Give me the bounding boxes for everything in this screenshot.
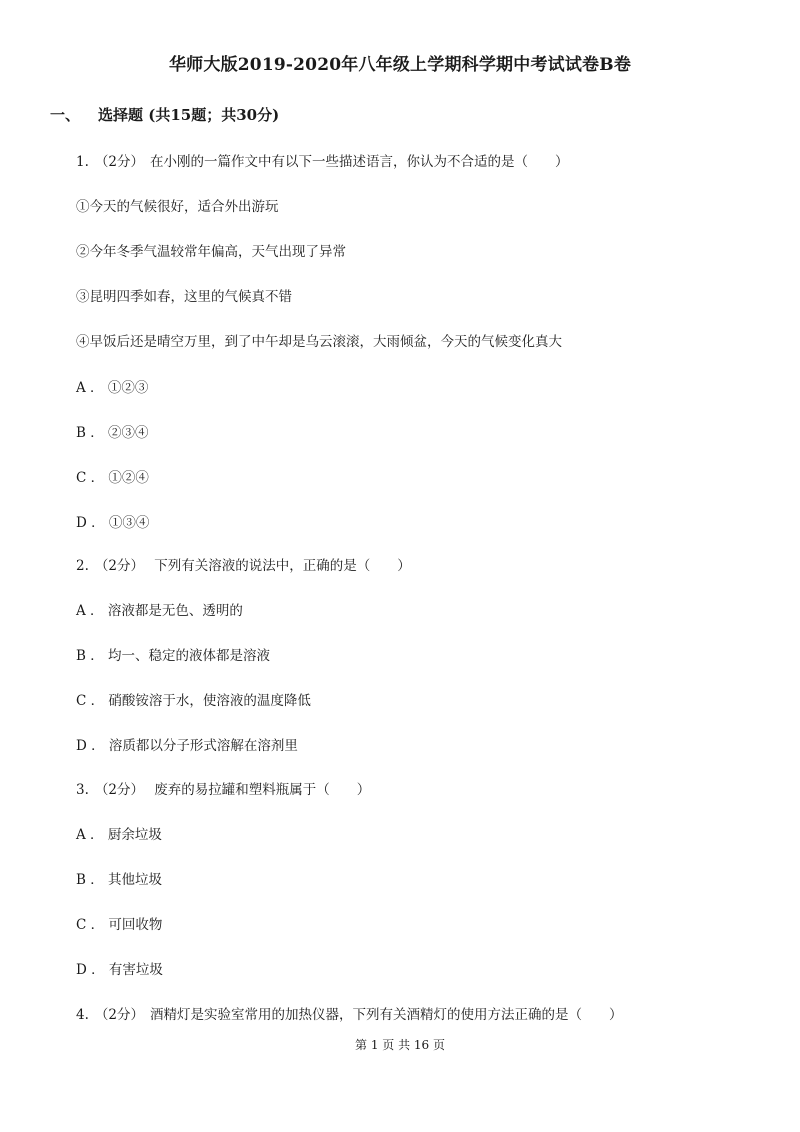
section-number: 一、 bbox=[50, 106, 81, 124]
question-number: 3. bbox=[76, 782, 89, 798]
question-2-option-c: C ． 硝酸铵溶于水，使溶液的温度降低 bbox=[76, 693, 311, 709]
question-1-option-c: C ． ①②④ bbox=[76, 470, 149, 486]
question-text: 在小刚的一篇作文中有以下一些描述语言，你认为不合适的是（ ） bbox=[149, 154, 569, 170]
section-heading: 选择题 (共15题；共30分) bbox=[98, 106, 280, 124]
question-2-option-a: A ． 溶液都是无色、透明的 bbox=[76, 603, 243, 619]
question-number: 2. bbox=[76, 558, 89, 574]
question-text: 下列有关溶液的说法中，正确的是（ ） bbox=[149, 558, 411, 574]
question-number: 1. bbox=[76, 154, 89, 170]
question-2-option-d: D ． 溶质都以分子形式溶解在溶剂里 bbox=[76, 738, 298, 754]
question-1-statement-2: ②今年冬季气温较常年偏高，天气出现了异常 bbox=[76, 244, 346, 260]
section-header bbox=[50, 104, 279, 125]
question-3-option-b: B ． 其他垃圾 bbox=[76, 872, 163, 888]
question-number: 4. bbox=[76, 1007, 89, 1023]
question-1-option-b: B ． ②③④ bbox=[76, 425, 149, 441]
question-3-option-c: C ． 可回收物 bbox=[76, 917, 163, 933]
question-score: （2分） bbox=[94, 558, 144, 574]
question-1-statement-4: ④早饭后还是晴空万里，到了中午却是乌云滚滚，大雨倾盆，今天的气候变化真大 bbox=[76, 334, 562, 350]
question-2-stem bbox=[76, 554, 411, 574]
question-2-option-b: B ． 均一、稳定的液体都是溶液 bbox=[76, 648, 271, 664]
question-1-option-d: D ． ①③④ bbox=[76, 515, 150, 531]
page-footer: 第 1 页 共 16 页 bbox=[355, 1038, 445, 1052]
question-3-option-d: D ． 有害垃圾 bbox=[76, 962, 163, 978]
question-score: （2分） bbox=[94, 1007, 144, 1023]
question-1-statement-3: ③昆明四季如春，这里的气候真不错 bbox=[76, 289, 292, 305]
question-3-stem bbox=[76, 778, 370, 798]
question-1-stem bbox=[76, 150, 568, 170]
question-score: （2分） bbox=[94, 154, 144, 170]
question-4-stem bbox=[76, 1003, 622, 1023]
question-score: （2分） bbox=[94, 782, 144, 798]
exam-title: 华师大版2019-2020年八年级上学期科学期中考试试卷B卷 bbox=[168, 55, 632, 75]
question-3-option-a: A ． 厨余垃圾 bbox=[76, 827, 162, 843]
question-1-option-a: A ． ①②③ bbox=[76, 380, 149, 396]
question-text: 废弃的易拉罐和塑料瓶属于（ ） bbox=[149, 782, 371, 798]
question-text: 酒精灯是实验室常用的加热仪器，下列有关酒精灯的使用方法正确的是（ ） bbox=[149, 1007, 623, 1023]
question-1-statement-1: ①今天的气候很好，适合外出游玩 bbox=[76, 199, 279, 215]
